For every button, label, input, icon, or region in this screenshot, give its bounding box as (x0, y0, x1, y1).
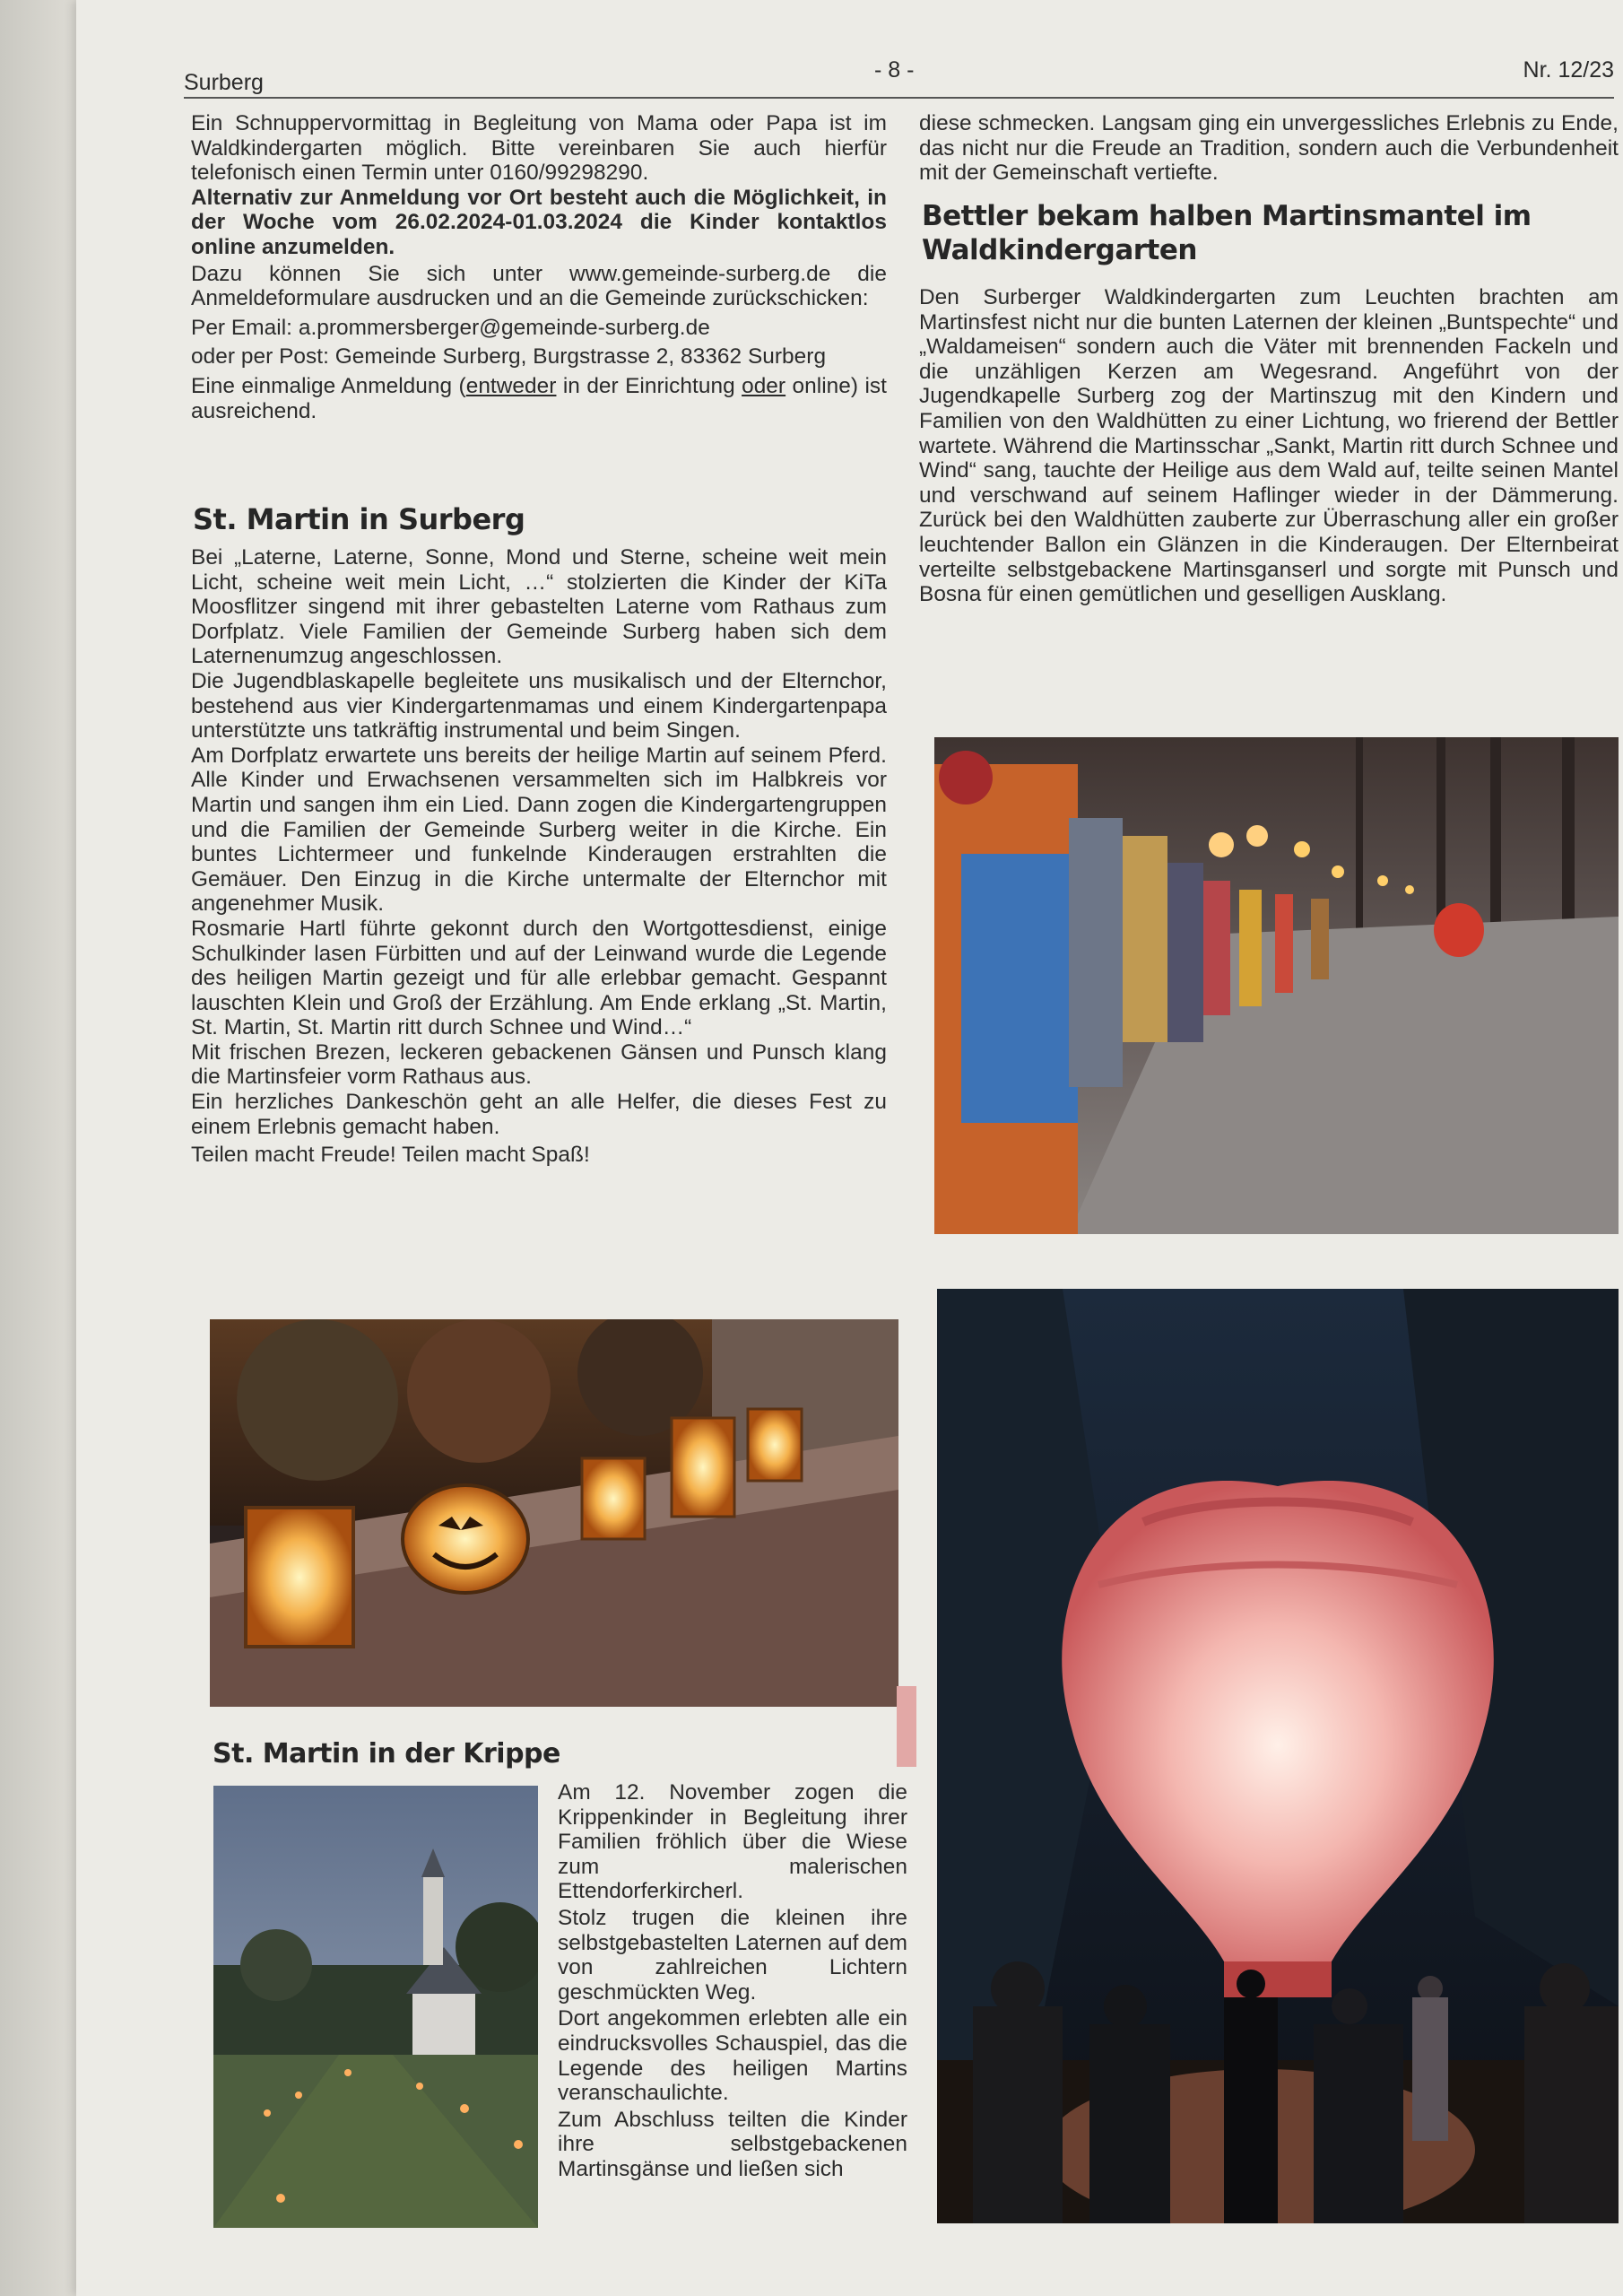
continued-paragraph: diese schmecken. Langsam ging ein unvergessliches Erlebnis zu Ende, das nicht nur die Freude an Tradition, sondern auch die Verbundenheit mit der Gemeinschaft vertiefte. (919, 111, 1619, 186)
bettler-article (919, 285, 1619, 607)
intro-online-registration: Alternativ zur Anmeldung vor Ort besteht auch die Möglichkeit, in der Woche vom 26.02.2024-01.03.2024 die Kinder kontaktlos online anzumelden. (191, 185, 887, 259)
contact-post: oder per Post: Gemeinde Surberg, Burgstrasse 2, 83362 Surberg (191, 344, 827, 370)
page-header (184, 52, 1614, 97)
st-martin-surberg-article (191, 545, 887, 1168)
intro-paragraph: Ein Schnuppervormittag in Begleitung von Mama oder Papa ist im Waldkindergarten möglich. Bitte vereinbaren Sie auch hierfür telefonisch einen Termin unter 0160/99298290. (191, 111, 887, 186)
header-rule (184, 97, 1614, 99)
article-paragraph: Die Jugendblaskapelle begleitete uns musikalisch und der Elternchor, bestehend aus vier Kindergartenmamas und einem Kindergartenpapa unterstützte uns tatkräftig instrumental und beim Singen. (191, 668, 887, 744)
photo-ettendorf-church (213, 1786, 538, 2228)
section-title-st-martin-surberg: St. Martin in Surberg (193, 502, 525, 536)
registration-note: Eine einmalige Anmeldung (entweder in der Einrichtung oder online) ist ausreichend. (191, 373, 887, 423)
photo-forest-procession (934, 737, 1619, 1234)
article-paragraph: Ein herzliches Dankeschön geht an alle Helfer, die dieses Fest zu einem Erlebnis gemacht haben. (191, 1090, 887, 1139)
article-paragraph: Bei „Laterne, Laterne, Sonne, Mond und Sterne, scheine weit mein Licht, scheine weit mein Licht, …“ stolzierten die Kinder der KiTa Moosflitzer singend mit ihrer gebastelten Laterne vom Rathaus zum Dorfplatz. Viele Familien der Gemeinde Surberg haben sich dem Laternenumzug angeschlossen. (191, 545, 887, 669)
article-paragraph: Den Surberger Waldkindergarten zum Leuchten brachten am Martinsfest nicht nur die bunten Laternen der kleinen „Buntspechte“ und „Waldameisen“ sondern auch die Väter mit brennenden Fackeln und die unzähligen Kerzen am Wegesrand. Angeführt von der Jugendkapelle Surberg zog der Martinszug mit den Kindern und Familien von den Waldhütten zu einer Lichtung, wo frierend der Bettler wartete. Während die Martinsschar „Sankt, Martin ritt durch Schnee und Wind“ sang, tauchte der Heilige aus dem Wald auf, teilte seinen Mantel und verschwand auf seinem Haflinger wieder in der Dämmerung. Zurück bei den Waldhütten zauberte zur Überraschung aller ein großer leuchtender Ballon ein Glänzen in die Kinderaugen. Der Elternbeirat verteilte selbstgebackene Martinsganserl und sorgte mit Punsch und Bosna für einen gemütlichen und geselligen Ausklang. (919, 285, 1619, 607)
article-paragraph: Dort angekommen erlebten alle ein eindrucksvolles Schauspiel, das die Legende des heiligen Martins veranschaulichte. (558, 2006, 907, 2106)
article-paragraph: Mit frischen Brezen, leckeren gebackenen Gänsen und Punsch klang die Martinsfeier vorm Rathaus aus. (191, 1039, 887, 1090)
article-paragraph: Zum Abschluss teilten die Kinder ihre selbstgebackenen Martinsgänse und ließen sich (558, 2107, 907, 2181)
article-closing: Teilen macht Freude! Teilen macht Spaß! (191, 1143, 590, 1168)
article-paragraph: Am 12. November zogen die Krippenkinder in Begleitung ihrer Familien fröhlich über die Wiese zum malerischen Ettendorferkircherl. (558, 1780, 907, 1904)
intro-block (191, 111, 887, 423)
page-binding-edge (0, 0, 76, 2296)
page-number: - 8 - (874, 57, 915, 83)
photo-lanterns (210, 1319, 898, 1707)
intro-paragraph: Dazu können Sie sich unter www.gemeinde-surberg.de die Anmeldeformulare ausdrucken und an die Gemeinde zurückschicken: (191, 261, 887, 311)
continuation-text (919, 111, 1619, 186)
article-paragraph: Stolz trugen die kleinen ihre selbstgebastelten Laternen auf dem von zahlreichen Lichtern geschmückten Weg. (558, 1905, 907, 2005)
st-martin-krippe-article (558, 1780, 907, 2182)
article-title-bettler: Bettler bekam halben Martinsmantel im Waldkindergarten (922, 200, 1532, 266)
decorative-strip (897, 1686, 916, 1767)
contact-email: Per Email: a.prommersberger@gemeinde-surberg.de (191, 315, 710, 340)
section-title-st-martin-krippe: St. Martin in der Krippe (213, 1738, 560, 1770)
article-paragraph: Am Dorfplatz erwartete uns bereits der heilige Martin auf seinem Pferd. Alle Kinder und Erwachsenen versammelten sich im Halbkreis vor Martin und sangen ihm ein Lied. Dann zogen die Kindergartengruppen und die Familien der Gemeinde Surberg weiter in die Kirche. Ein buntes Lichtermeer und funkelnde Kinderaugen erstrahlten die Gemäuer. Den Einzug in die Kirche untermalte der Elternchor mit angenehmer Musik. (191, 743, 887, 917)
photo-hot-air-balloon (937, 1289, 1619, 2223)
article-paragraph: Rosmarie Hartl führte gekonnt durch den Wortgottesdienst, einige Schulkinder lasen Fürbitten und auf der Leinwand wurde die Legende des heiligen Martin gezeigt und für alle erlebbar gemacht. Gespannt lauschten Klein und Groß der Erzählung. Am Ende erklang „St. Martin, St. Martin, St. Martin ritt durch Schnee und Wind…“ (191, 916, 887, 1040)
header-municipality: Surberg (184, 70, 264, 95)
issue-number: Nr. 12/23 (1523, 57, 1614, 83)
